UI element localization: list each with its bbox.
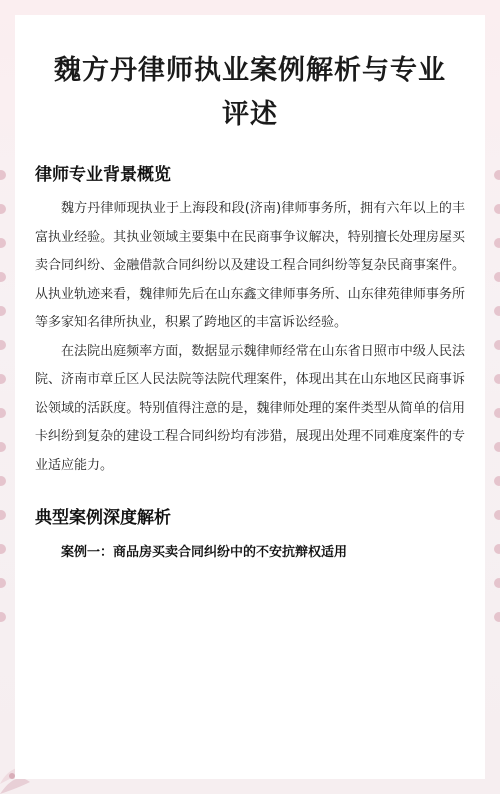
section-heading-background: 律师专业背景概览 bbox=[35, 165, 171, 185]
document-card bbox=[15, 15, 485, 779]
right-decorative-dots bbox=[486, 170, 500, 640]
paragraph-background-1: 魏方丹律师现执业于上海段和段(济南)律师事务所，拥有六年以上的丰富执业经验。其执业领域主要集中在民商事争议解决，特别擅长处理房屋买卖合同纠纷、金融借款合同纠纷以及建设工程合同纠纷等复杂民商事案件。从执业轨迹来看，魏律师先后在山东鑫文律师事务所、山东律苑律师事务所等多家知名律所执业，积累了跨地区的丰富诉讼经验。 bbox=[35, 201, 465, 330]
page-title: 魏方丹律师执业案例解析与专业评述 bbox=[54, 55, 446, 130]
paragraph-background-2: 在法院出庭频率方面，数据显示魏律师经常在山东省日照市中级人民法院、济南市章丘区人民法院等法院代理案件，体现出其在山东地区民商事诉讼领域的活跃度。特别值得注意的是，魏律师处理的案件类型从简单的信用卡纠纷到复杂的建设工程合同纠纷均有涉猎，展现出处理不同难度案件的专业适应能力。 bbox=[35, 343, 465, 473]
section-heading-cases: 典型案例深度解析 bbox=[35, 508, 171, 528]
case-one-title: 案例一：商品房买卖合同纠纷中的不安抗辩权适用 bbox=[61, 545, 348, 560]
left-decorative-dots bbox=[0, 170, 14, 640]
